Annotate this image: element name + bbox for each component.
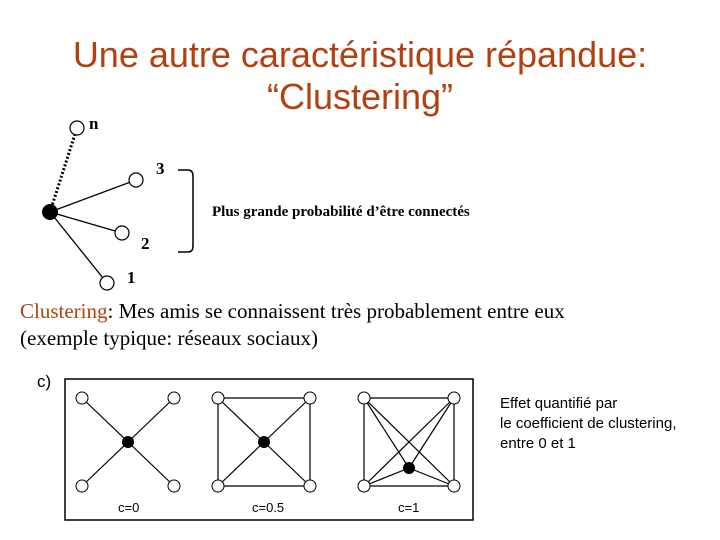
c-value-05: c=0.5 xyxy=(252,500,285,515)
node-3 xyxy=(129,173,143,187)
panel-border xyxy=(65,379,473,520)
label-3: 3 xyxy=(156,159,165,178)
bracket xyxy=(178,170,193,252)
node-2 xyxy=(115,226,129,240)
c-value-0: c=0 xyxy=(118,500,140,515)
probability-text: Plus grande probabilité d’être connectés xyxy=(212,204,470,220)
clustering-examples-panel xyxy=(64,378,476,523)
edge-1 xyxy=(50,212,107,283)
c-value-1: c=1 xyxy=(398,500,420,515)
effet-line-3: entre 0 et 1 xyxy=(500,435,576,452)
clustering-keyword: Clustering xyxy=(20,299,108,323)
dotted-edge-n xyxy=(50,128,77,212)
edge-3 xyxy=(50,180,136,212)
clustering-paragraph xyxy=(20,298,700,352)
panel-label: c) xyxy=(37,372,52,391)
paragraph-rest: : Mes amis se connaissent très probablement entre eux xyxy=(107,299,565,323)
paragraph-line-2: (exemple typique: réseaux sociaux) xyxy=(20,326,318,350)
node-1 xyxy=(100,276,114,290)
center-node xyxy=(42,204,58,220)
effet-description xyxy=(500,394,715,454)
edge-2 xyxy=(50,212,122,233)
effet-line-2: le coefficient de clustering, xyxy=(500,415,677,432)
paragraph-line-1 xyxy=(20,298,700,325)
label-2: 2 xyxy=(141,234,150,253)
label-1: 1 xyxy=(127,268,136,287)
label-n: n xyxy=(89,114,99,133)
title-line-2: “Clustering” xyxy=(266,76,454,117)
title-line-1: Une autre caractéristique répandue: xyxy=(72,34,648,75)
effet-line-1: Effet quantifié par xyxy=(500,395,618,412)
node-n xyxy=(70,121,84,135)
